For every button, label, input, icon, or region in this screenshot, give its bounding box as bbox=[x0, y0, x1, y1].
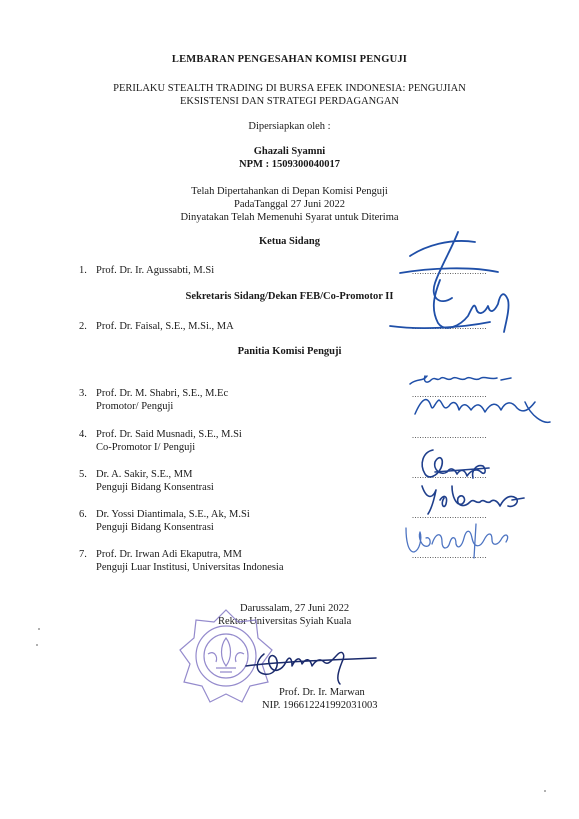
signature-line-2: .............................. bbox=[412, 322, 487, 331]
member-number: 2. bbox=[79, 321, 87, 332]
examiner-sakir-signature bbox=[418, 480, 528, 516]
closing-place-date: Darussalam, 27 Juni 2022 bbox=[240, 603, 350, 614]
thesis-title-line-2: EKSISTENSI DAN STRATEGI PERDAGANGAN bbox=[179, 96, 400, 107]
author-block bbox=[0, 145, 579, 171]
committee-heading: Panitia Komisi Penguji bbox=[237, 346, 342, 357]
promotor-signature bbox=[405, 372, 555, 432]
signature-line-5: .............................. bbox=[412, 471, 487, 480]
member-row-4 bbox=[79, 428, 242, 454]
member-name: Dr. A. Sakir, S.E., MM bbox=[96, 469, 193, 480]
member-name: Dr. Yossi Diantimala, S.E., Ak, M.Si bbox=[96, 509, 250, 520]
signature-line-7: .............................. bbox=[412, 551, 487, 560]
scan-speck bbox=[38, 628, 40, 630]
member-row-5 bbox=[79, 468, 214, 494]
examiner-yossi-signature bbox=[402, 518, 522, 564]
member-role: Co-Promotor I/ Penguji bbox=[96, 442, 196, 453]
thesis-title bbox=[0, 82, 579, 108]
author-npm: NPM : 1509300040017 bbox=[239, 159, 340, 170]
rector-name: Prof. Dr. Ir. Marwan bbox=[279, 687, 365, 698]
member-name: Prof. Dr. Faisal, S.E., M.Si., MA bbox=[96, 321, 234, 332]
author-name: Ghazali Syamni bbox=[253, 146, 326, 157]
chair-heading: Ketua Sidang bbox=[259, 236, 320, 247]
rector-signature bbox=[236, 636, 386, 686]
member-row-7 bbox=[79, 548, 284, 574]
member-name: Prof. Dr. Said Musnadi, S.E., M.Si bbox=[96, 429, 242, 440]
signature-line-4: .............................. bbox=[412, 431, 487, 440]
member-number: 3. bbox=[79, 388, 87, 399]
member-role: Penguji Bidang Konsentrasi bbox=[96, 522, 214, 533]
defense-line-1: Telah Dipertahankan di Depan Komisi Penguji bbox=[191, 186, 388, 197]
scan-speck bbox=[36, 644, 38, 646]
scan-speck bbox=[544, 790, 546, 792]
member-number: 7. bbox=[79, 549, 87, 560]
rector-block bbox=[262, 686, 378, 712]
member-number: 1. bbox=[79, 265, 87, 276]
closing-position: Rektor Universitas Syiah Kuala bbox=[218, 616, 352, 627]
member-role: Promotor/ Penguji bbox=[96, 401, 174, 412]
member-row-3 bbox=[79, 387, 228, 413]
member-number: 4. bbox=[79, 429, 87, 440]
defense-statement bbox=[0, 185, 579, 224]
page-title: LEMBARAN PENGESAHAN KOMISI PENGUJI bbox=[171, 54, 408, 65]
signature-line-3: .............................. bbox=[412, 390, 487, 399]
signature-line-6: .............................. bbox=[412, 511, 487, 520]
defense-line-2: PadaTanggal 27 Juni 2022 bbox=[234, 199, 345, 210]
defense-line-3: Dinyatakan Telah Memenuhi Syarat untuk Diterima bbox=[180, 212, 399, 223]
member-name: Prof. Dr. M. Shabri, S.E., M.Ec bbox=[96, 388, 229, 399]
prepared-by-label: Dipersiapkan oleh : bbox=[248, 121, 331, 132]
chair-secretary-signature bbox=[380, 228, 520, 348]
member-row-2 bbox=[79, 320, 234, 333]
member-number: 5. bbox=[79, 469, 87, 480]
member-name: Prof. Dr. Ir. Agussabti, M.Si bbox=[96, 265, 215, 276]
member-role: Penguji Bidang Konsentrasi bbox=[96, 482, 214, 493]
member-row-1 bbox=[79, 264, 214, 277]
co-promotor-signature bbox=[415, 444, 495, 484]
member-row-6 bbox=[79, 508, 250, 534]
member-role: Penguji Luar Institusi, Universitas Indonesia bbox=[96, 562, 284, 573]
thesis-title-line-1: PERILAKU STEALTH TRADING DI BURSA EFEK INDONESIA: PENGUJIAN bbox=[113, 83, 466, 94]
member-number: 6. bbox=[79, 509, 87, 520]
rector-nip: NIP. 196612241992031003 bbox=[262, 700, 378, 711]
signature-line-1: .............................. bbox=[412, 267, 487, 276]
member-name: Prof. Dr. Irwan Adi Ekaputra, MM bbox=[96, 549, 242, 560]
secretary-heading: Sekretaris Sidang/Dekan FEB/Co-Promotor II bbox=[185, 291, 394, 302]
